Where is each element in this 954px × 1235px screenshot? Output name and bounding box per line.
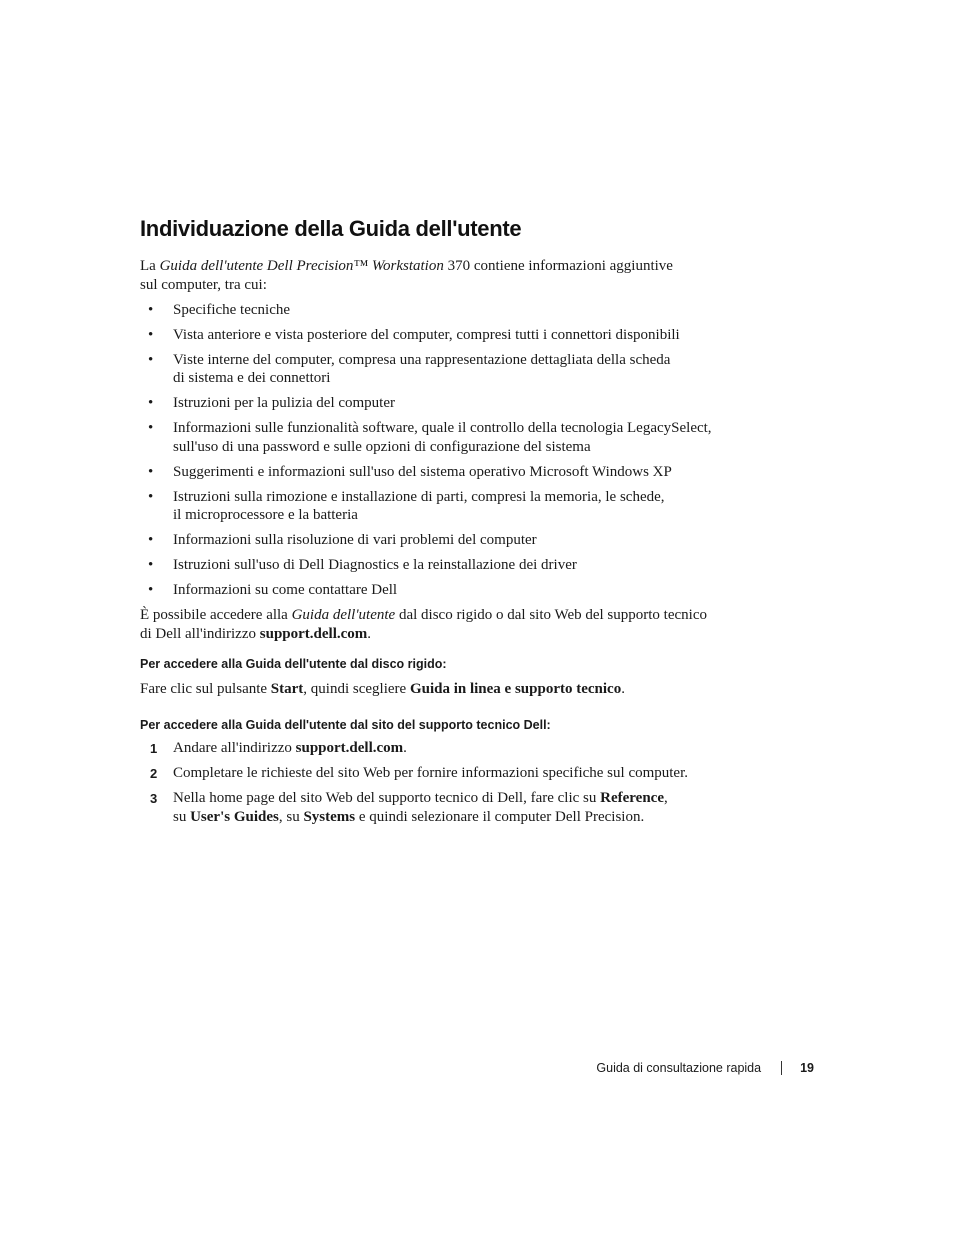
list-item: • Vista anteriore e vista posteriore del computer, compresi tutti i connettori disponibili	[140, 326, 740, 345]
list-item: • Suggerimenti e informazioni sull'uso del sistema operativo Microsoft Windows XP	[140, 463, 740, 482]
step-item: 3 Nella home page del sito Web del supporto tecnico di Dell, fare clic su Reference, su User's Guides, su Systems e quindi selezionare il computer Dell Precision.	[150, 790, 668, 825]
guide-title-italic: Guida dell'utente Dell Precision™ Workstation	[159, 258, 444, 274]
start-label: Start	[270, 681, 304, 697]
step-number: 3	[150, 791, 158, 806]
features-list	[140, 301, 740, 600]
step-number: 2	[150, 766, 158, 781]
support-link[interactable]: support.dell.com	[295, 740, 404, 756]
help-support-label: Guida in linea e supporto tecnico	[409, 681, 622, 697]
support-link[interactable]: support.dell.com	[259, 625, 368, 642]
intro-paragraph: La Guida dell'utente Dell Precision™ Workstation 370 contiene informazioni aggiuntive sul computer, tra cui:	[140, 258, 673, 293]
list-item: • Viste interne del computer, compresa una rappresentazione dettagliata della scheda di sistema e dei connettori	[140, 351, 740, 388]
step-item: 1 Andare all'indirizzo support.dell.com.	[140, 739, 740, 758]
list-item: • Istruzioni sulla rimozione e installazione di parti, compresi la memoria, le schede, il microprocessore e la batteria	[140, 488, 740, 525]
footer-separator	[781, 1061, 782, 1075]
step-number: 1	[150, 741, 158, 756]
list-item: • Istruzioni sull'uso di Dell Diagnostics e la reinstallazione dei driver	[140, 556, 740, 575]
footer-label: Guida di consultazione rapida	[596, 1061, 762, 1075]
step-item: 2 Completare le richieste del sito Web per fornire informazioni specifiche sul computer.	[140, 764, 740, 783]
list-item: • Informazioni sulla risoluzione di vari problemi del computer	[140, 531, 740, 550]
list-item: • Specifiche tecniche	[140, 301, 740, 320]
disk-paragraph: Fare clic sul pulsante Start, quindi scegliere Guida in linea e supporto tecnico.	[140, 681, 625, 697]
list-item: • Informazioni su come contattare Dell	[140, 581, 740, 600]
page-title: Individuazione della Guida dell'utente	[140, 216, 522, 241]
page-number: 19	[800, 1061, 814, 1075]
page-content	[140, 216, 740, 826]
page-footer	[596, 1061, 814, 1075]
subheading-web: Per accedere alla Guida dell'utente dal sito del supporto tecnico Dell:	[140, 717, 551, 732]
steps-list	[140, 739, 740, 826]
list-item: • Istruzioni per la pulizia del computer	[140, 394, 740, 413]
subheading-disk: Per accedere alla Guida dell'utente dal disco rigido:	[140, 657, 447, 671]
access-paragraph: È possibile accedere alla Guida dell'utente dal disco rigido o dal sito Web del supporto tecnico di Dell all'indirizzo support.dell.com.	[140, 607, 707, 642]
list-item: • Informazioni sulle funzionalità software, quale il controllo della tecnologia LegacySelect, sull'uso di una password e sulle opzioni di configurazione del sistema	[140, 419, 740, 456]
